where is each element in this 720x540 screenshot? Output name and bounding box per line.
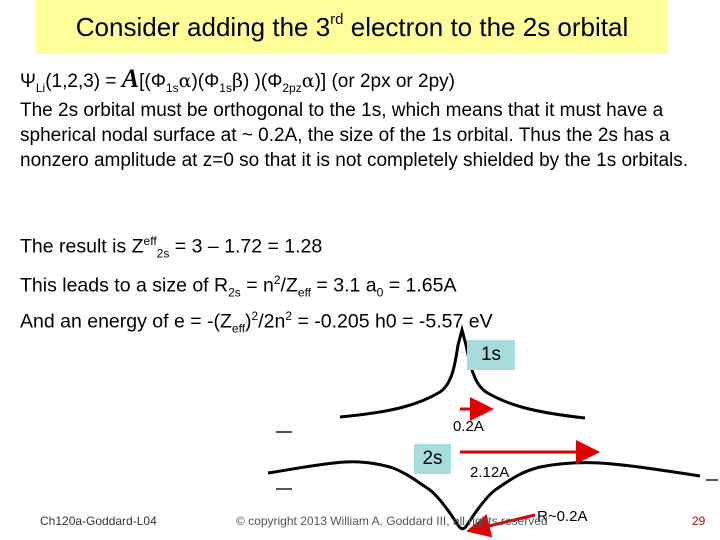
annotation-2.12A: 2.12A — [470, 464, 510, 481]
footer-course: Ch120a-Goddard-L04 — [40, 514, 157, 528]
annotation-0.2A: 0.2A — [453, 418, 484, 435]
zeff-result-line: The result is $Z^{eff}_{2s} = 3 - 1.72 = 1.28$ — [20, 234, 323, 261]
footer-copyright: © copyright 2013 William A. Goddard III, all rights reserved — [236, 514, 548, 528]
orthogonality-paragraph: The 2s orbital must be orthogonal to the 1s, which means that it must have a spherical nodal surface at ~ 0.2A, the size of the 1s orbital. Thus the 2s has a nonzero amplitude at z=0 so that it is not completely shielded by the 1s orbitals. — [20, 100, 689, 171]
1s-orbital-curve — [340, 330, 585, 418]
orbital-size-line: This leads to a size of $R_{2s} = n^2/Z_{eff} = 3.1$ $a_0 = 1.65A$ — [20, 273, 457, 300]
wavefunction-equation: $\Psi_{Li}(1,2,3) = A[(\Phi_{1s}\alpha)(\Phi_{1s}\beta)$ )$(\Phi_{2pz}\alpha)$] (or 2px or 2py) — [20, 64, 455, 95]
orbital-energy-line: And an energy of $e = -(Z_{eff})^2/2n^2 = -0.205$ h0 = -5.57 eV — [20, 309, 493, 336]
label-1s: 1s — [467, 340, 515, 370]
page-number: 29 — [692, 514, 706, 528]
annotation-r-0.2A: R~0.2A — [537, 508, 588, 525]
label-2s: 2s — [414, 444, 451, 474]
antisymmetrizer-symbol: A — [121, 64, 140, 93]
slide-title: Consider adding the 3rd electron to the 2s orbital — [75, 10, 629, 42]
